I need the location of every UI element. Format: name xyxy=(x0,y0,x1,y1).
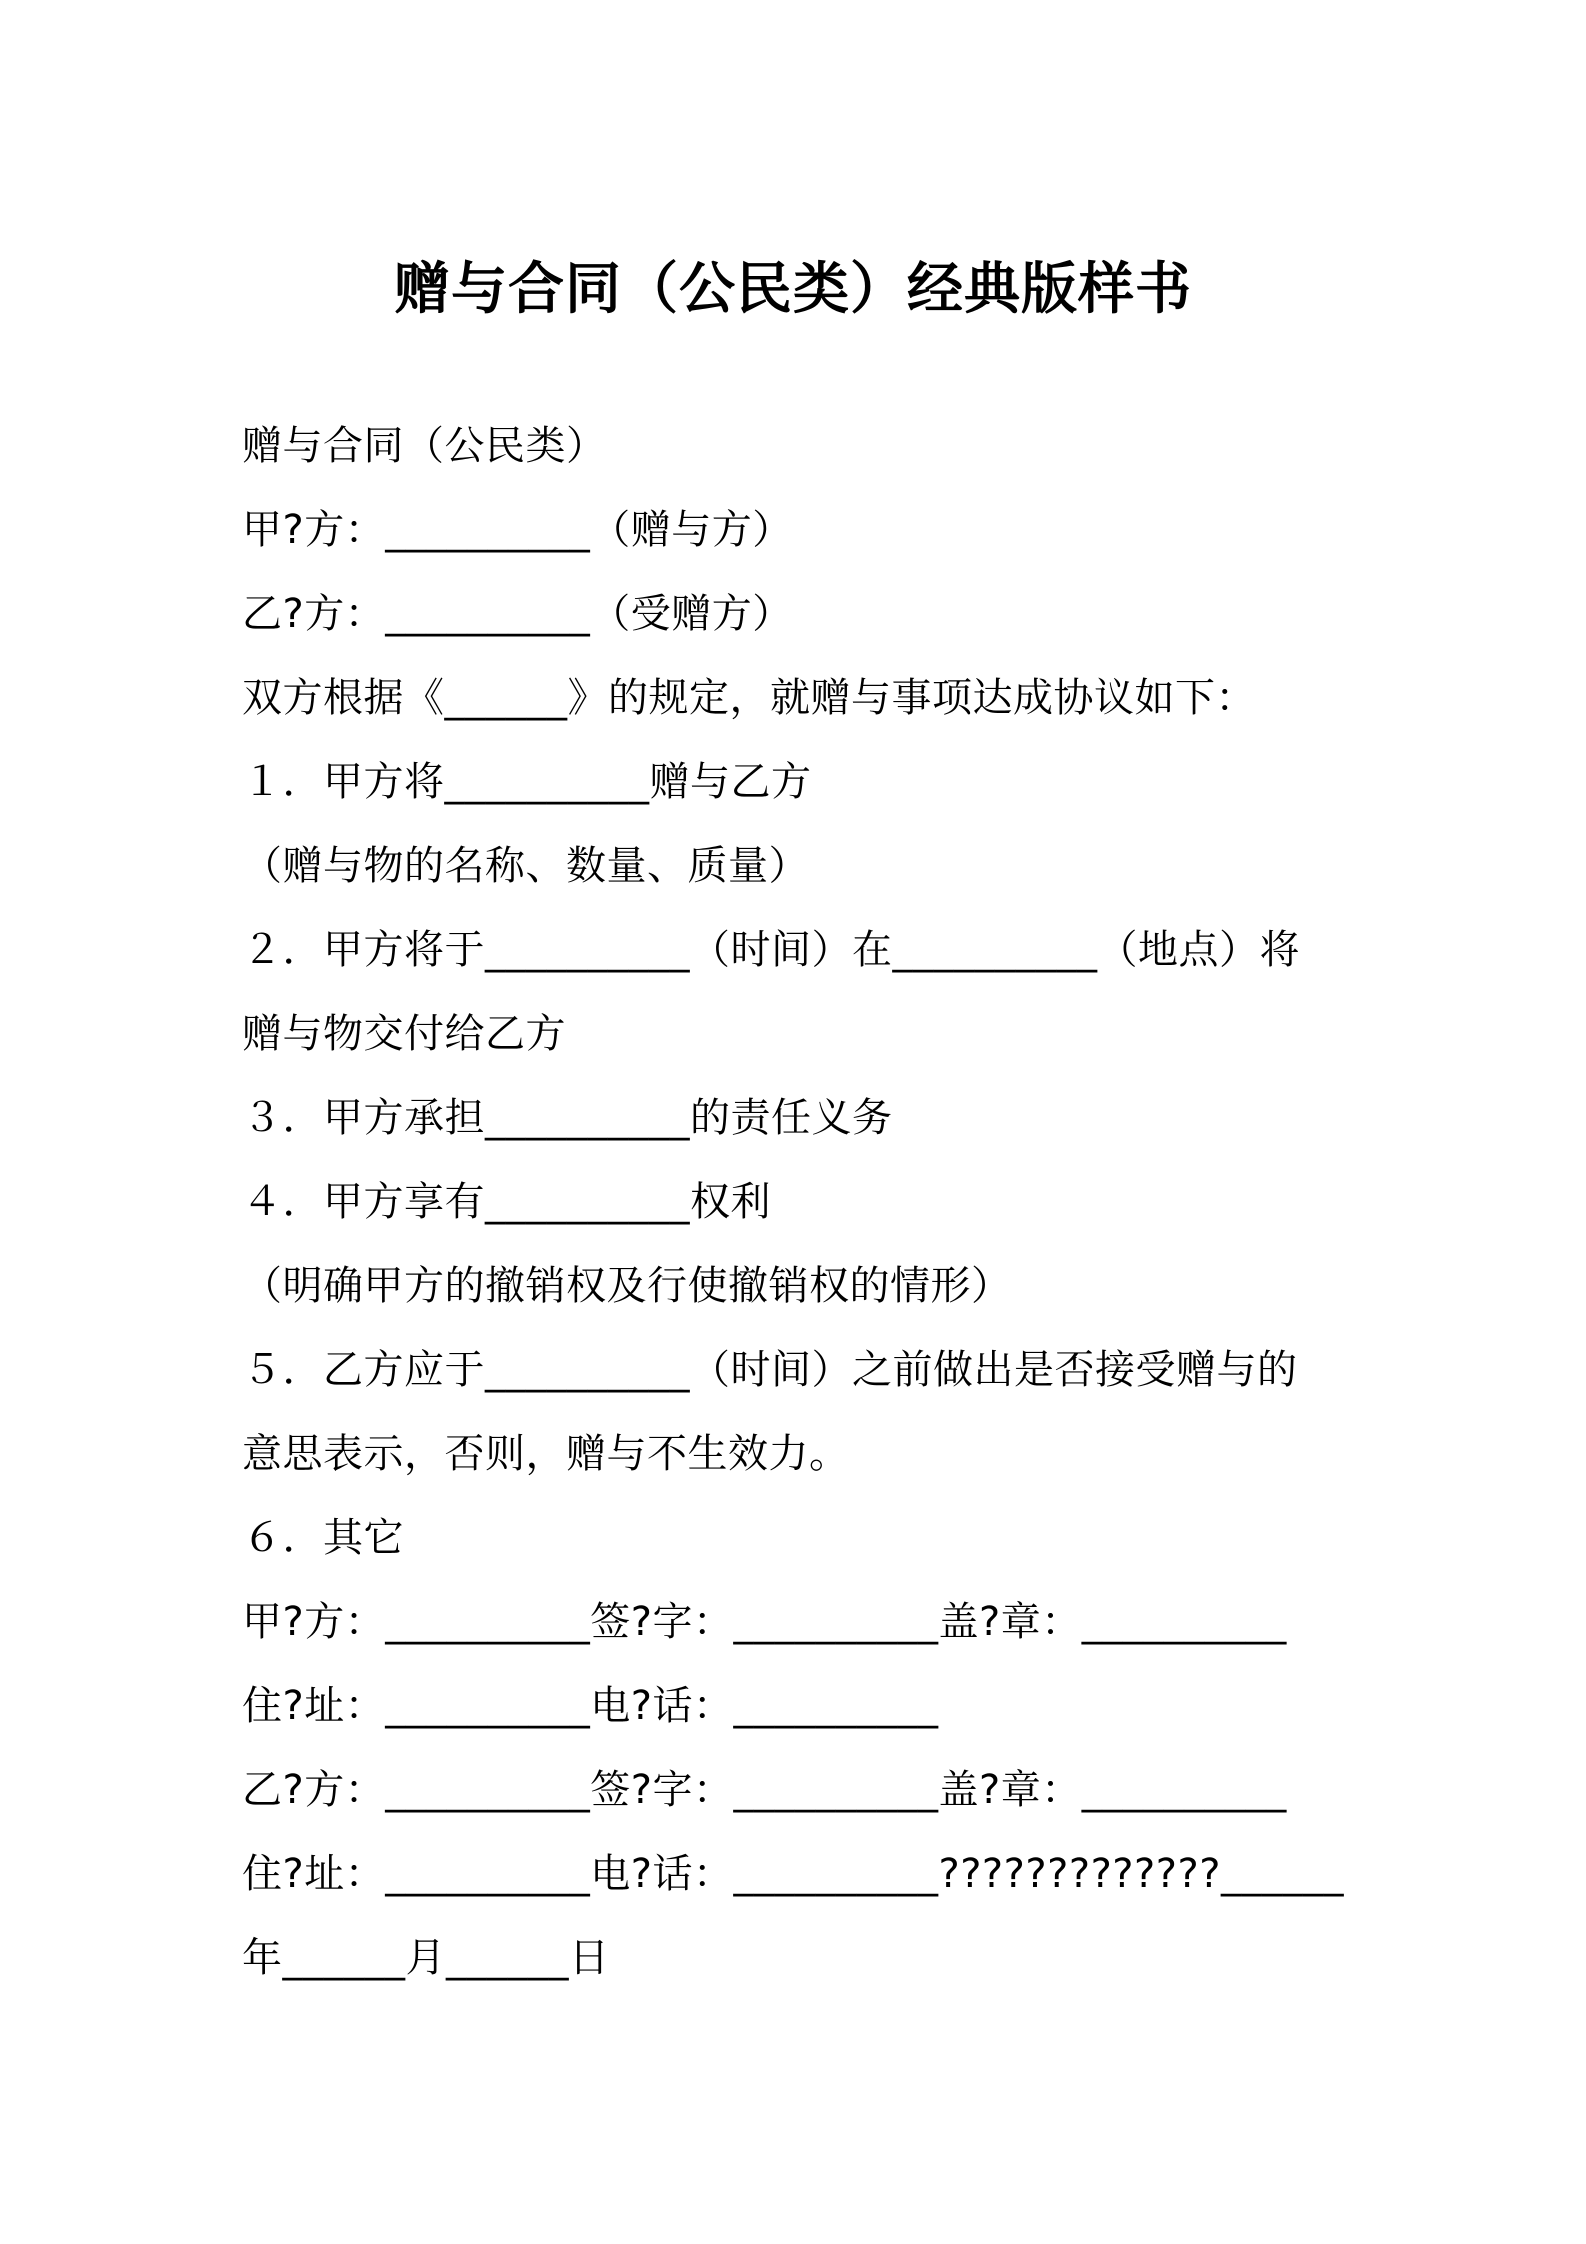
clause-4: ４．甲方享有__________权利 xyxy=(242,1179,771,1225)
clause-3: ３．甲方承担__________的责任义务 xyxy=(242,1095,893,1141)
date-line: 年______月______日 xyxy=(242,1935,610,1981)
clause-5-continued: 意思表示，否则，赠与不生效力。 xyxy=(242,1431,850,1477)
clause-2: ２．甲方将于__________（时间）在__________（地点）将 xyxy=(242,927,1300,973)
party-a-signature-line: 甲?方：__________签?字：__________盖?章：__________ xyxy=(242,1599,1287,1645)
party-b-signature-line: 乙?方：__________签?字：__________盖?章：__________ xyxy=(242,1767,1287,1813)
party-b-contact-line: 住?址：__________电?话：__________?????????????______ xyxy=(242,1851,1344,1897)
clause-4-note: （明确甲方的撤销权及行使撤销权的情形） xyxy=(242,1263,1012,1309)
party-b-line: 乙?方：__________（受赠方） xyxy=(242,591,793,637)
document-title: 赠与合同（公民类）经典版样书 xyxy=(394,257,1192,322)
contract-heading: 赠与合同（公民类） xyxy=(242,423,607,469)
clause-5: ５．乙方应于__________（时间）之前做出是否接受赠与的 xyxy=(242,1347,1298,1393)
clause-2-continued: 赠与物交付给乙方 xyxy=(242,1011,566,1057)
party-a-line: 甲?方：__________（赠与方） xyxy=(242,507,793,553)
document-body xyxy=(242,404,1362,2000)
clause-1-note: （赠与物的名称、数量、质量） xyxy=(242,843,809,889)
party-a-contact-line: 住?址：__________电?话：__________ xyxy=(242,1683,939,1729)
agreement-intro: 双方根据《______》的规定，就赠与事项达成协议如下： xyxy=(242,675,1256,721)
clause-6: ６．其它 xyxy=(242,1515,404,1561)
clause-1: １．甲方将__________赠与乙方 xyxy=(242,759,812,805)
